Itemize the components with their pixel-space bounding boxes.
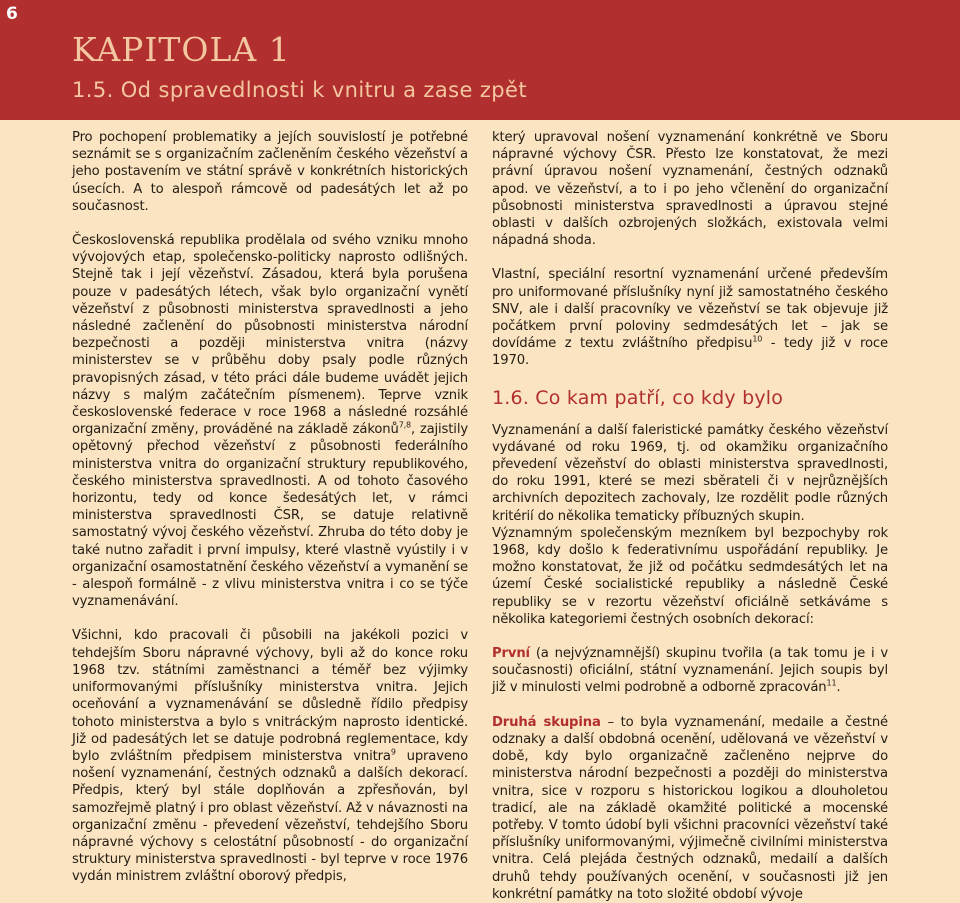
paragraph-text: . <box>836 680 841 696</box>
paragraph-text: Československá republika prodělala od svého vzniku mnoho vývojových etap, společensko-politicky naprosto odlišných. Stejně tak i její vězeňství. Zásadou, která byla porušena pouze v padesátých létech, však bylo organizační vynětí vězeňství z působnosti ministerstva spravedlnosti a jeho následné začlenění do působnosti ministerstva národní bezpečnosti a později ministerstva vnitra (názvy ministerstev se v průběhu doby psaly podle různých pravopisných zásad, v této práci dále budeme uvádět jejich názvy s malým začátečním písmenem). Teprve vznik československé federace v roce 1968 a následné rozsáhlé organizační změny, prováděné na základě zákonů <box>72 233 468 438</box>
highlighted-lead: První <box>492 646 530 662</box>
paragraph: který upravoval nošení vyznamenání konkrétně ve Sboru nápravné výchovy ČSR. Přesto lze konstatovat, že mezi právní úpravou nošení vyznamenání, čestných odznaků apod. ve vězeňství, a to i po jeho včlenění do organizační působnosti ministerstva spravedlnosti a úpravou stejné oblasti v dalších ozbrojených složkách, existovala velmi nápadná shoda. <box>492 130 888 249</box>
paragraph-text: Všichni, kdo pracovali či působili na jakékoli pozici v tehdejším Sboru nápravné výchovy, byli až do konce roku 1968 tzv. státními zaměstnanci a téměř bez výjimky uniformovanými příslušníky ministerstva vnitra. Jejich oceňování a vyznamenávání se důsledně řídilo předpisy tohoto ministerstva a bylo s vnitráckým naprosto identické. Již od padesátých let se datuje podrobná reglementace, kdy bylo zvláštním předpisem ministerstva vnitra <box>72 628 468 764</box>
footnote-ref[interactable]: 11 <box>826 679 837 689</box>
paragraph-text: upraveno nošení vyznamenání, čestných odznaků a dalších dekorací. Předpis, který byl stále doplňován a zpřesňován, byl samozřejmě platný i pro oblast vězeňství. Až v návaznosti na organizační změnu - převedení vězeňství, tehdejšího Sboru nápravné výchovy s celostátní působností - do organizační struktury ministerstva spravedlnosti - byl teprve v roce 1976 vydán ministrem zvláštní oborový předpis, <box>72 748 468 885</box>
footnote-ref[interactable]: 7,8 <box>398 420 411 430</box>
paragraph: Vyznamenání a další faleristické památky českého vězeňství vydávané od roku 1969, tj. od okamžiku organizačního převedení vězeňství do oblasti ministerstva spravedlnosti, do roku 1991, které se mezi sběrateli či v nejrůznějších archivních depozitech zachovaly, lze rozdělit podle různých kritérií do několika tematicky příbuzných skupin. <box>492 422 888 524</box>
paragraph <box>72 232 468 610</box>
left-text-column <box>72 129 468 886</box>
paragraph-text: (a nejvýznamnější) skupinu tvořila (a tak tomu je i v současnosti) oficiální, státní vyznamenání. Jejich soupis byl již v minulosti velmi podrobně a odborně zpracován <box>492 646 888 696</box>
paragraph-text: Vlastní, speciální resortní vyznamenání určené především pro uniformované příslušníky nyní již samostatného českého SNV, ale i další pracovníky ve vězeňství se tak objevuje již počátkem první poloviny sedmdesátých let – jak se dovídáme z textu zvláštního předpisu <box>492 267 888 352</box>
right-text-column <box>492 129 888 903</box>
paragraph-text: - tedy již v roce 1970. <box>492 336 888 369</box>
section-heading: 1.6. Co kam patří, co kdy bylo <box>492 386 784 409</box>
page-number: 6 <box>6 0 42 28</box>
paragraph <box>492 645 888 697</box>
paragraph-text: – to byla vyznamenání, medaile a čestné odznaky a další obdobná ocenění, udělovaná ve vězeňství v době, kdy bylo organizačně začleněno nejprve do ministerstva národní bezpečnosti a později do ministerstva vnitra, sice v rozporu s historickou logikou a dlouholetou tradicí, ale na základě okamžité politické a mocenské potřeby. V tomto údobí byli všichni pracovníci vězeňství také příslušníky uniformovanými, výjimečně civilními ministerstva vnitra. Celá plejáda čestných odznaků, medailí a dalších druhů tehdy používaných ocenění, v současnosti již jen konkrétní památky na toto složité období vývoje <box>492 714 888 902</box>
paragraph-text: , zajistily opětovný přechod vězeňství z působnosti federálního ministerstva vnitra do organizační struktury republikového, českého ministerstva spravedlnosti. A od tohoto časového horizontu, tedy od konce šedesátých let, v rámci ministerstva spravedlnosti ČSR, se datuje relativně samostatný vývoj českého vězeňství. Zhruba do této doby je také nutno zařadit i první impulsy, které vlastně vyústily i v organizační osamostatnění českého vězeňství a vymanění se - alespoň formálně - z vlivu ministerstva vnitra i co se týče vyznamenávání. <box>72 422 468 610</box>
footnote-ref[interactable]: 9 <box>390 747 396 757</box>
chapter-title: KAPITOLA 1 <box>72 30 291 69</box>
page-header-band <box>0 0 960 120</box>
paragraph <box>72 627 468 885</box>
footnote-ref[interactable]: 10 <box>752 334 763 344</box>
paragraph <box>492 266 888 369</box>
paragraph: Pro pochopení problematiky a jejích souvislostí je potřebné seznámit se s organizačním začleněním českého vězeňství a jeho postavením ve státní správě v konkrétních historických úsecích. A to alespoň rámcově od padesátých let až po současnost. <box>72 130 468 214</box>
paragraph <box>492 714 888 903</box>
highlighted-lead: Druhá skupina <box>492 714 601 730</box>
section-subtitle: 1.5. Od spravedlnosti k vnitru a zase zpět <box>72 78 527 102</box>
paragraph: Významným společenským mezníkem byl bezpochyby rok 1968, kdy došlo k federativnímu uspořádání republiky. Je možno konstatovat, že již od počátku sedmdesátých let na území České socialistické republiky a následně České republiky se v rezortu vězeňství oficiálně setkáváme s několika kategoriemi čestných osobních dekorací: <box>492 525 888 627</box>
